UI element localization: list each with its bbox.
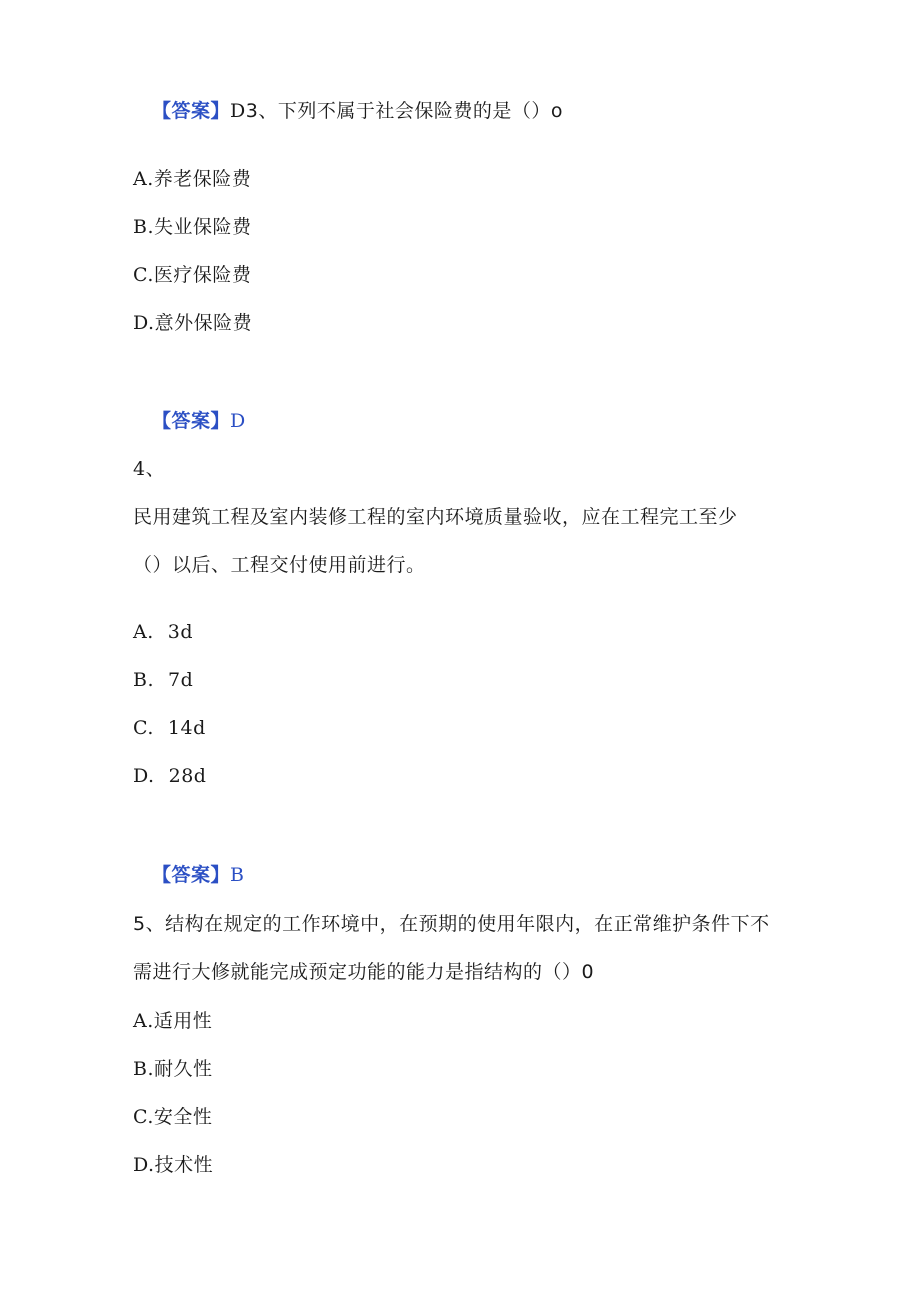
q4-option-b <box>133 667 193 693</box>
answer-value: B <box>230 864 245 886</box>
q4-option-a <box>133 619 193 645</box>
question-5-line-2: 需进行大修就能完成预定功能的能力是指结构的（）0 <box>133 961 595 983</box>
option-letter: C. <box>133 717 154 739</box>
option-text: 3d <box>167 621 194 643</box>
option-letter: C. <box>133 264 154 286</box>
option-text: 安全性 <box>153 1106 213 1128</box>
option-text: 14d <box>167 717 206 739</box>
question-3-text: 3、下列不属于社会保险费的是（）o <box>245 100 563 122</box>
answer-value: D <box>230 410 246 432</box>
question-5-line-1: 5、结构在规定的工作环境中，在预期的使用年限内，在正常维护条件下不 <box>133 913 770 935</box>
question-4-number: 4、 <box>133 458 166 480</box>
option-text: 7d <box>168 669 194 691</box>
option-letter: D. <box>133 765 155 787</box>
answer-line-q4 <box>152 862 244 888</box>
q3-option-c <box>133 262 251 288</box>
answer-line-q3 <box>152 408 246 434</box>
q5-option-d <box>133 1152 213 1178</box>
option-text: 意外保险费 <box>154 312 253 334</box>
option-letter: A. <box>133 168 154 190</box>
q3-option-b <box>133 214 252 240</box>
option-letter: C. <box>133 1106 154 1128</box>
q4-option-d <box>133 763 206 789</box>
answer-line-q2 <box>152 98 563 124</box>
option-letter: A. <box>133 1010 154 1032</box>
option-text: 医疗保险费 <box>153 264 252 286</box>
q5-option-a <box>133 1008 212 1034</box>
option-letter: B. <box>133 1058 155 1080</box>
q4-option-c <box>133 715 206 741</box>
question-4-line-1: 民用建筑工程及室内装修工程的室内环境质量验收，应在工程完工至少 <box>133 506 738 528</box>
q5-option-c <box>133 1104 212 1130</box>
answer-label: 【答案】 <box>152 100 231 122</box>
option-text: 适用性 <box>153 1010 213 1032</box>
option-letter: A. <box>133 621 154 643</box>
q3-option-a <box>133 166 251 192</box>
question-4-line-2: （）以后、工程交付使用前进行。 <box>133 554 426 576</box>
q5-option-b <box>133 1056 213 1082</box>
answer-label: 【答案】 <box>152 410 231 432</box>
option-text: 失业保险费 <box>154 216 252 238</box>
option-text: 28d <box>168 765 207 787</box>
answer-value: D <box>230 100 246 122</box>
option-letter: D. <box>133 312 155 334</box>
option-text: 养老保险费 <box>153 168 252 190</box>
option-letter: B. <box>133 669 155 691</box>
option-text: 耐久性 <box>154 1058 213 1080</box>
q3-option-d <box>133 310 252 336</box>
option-letter: B. <box>133 216 155 238</box>
option-letter: D. <box>133 1154 155 1176</box>
option-text: 技术性 <box>154 1154 214 1176</box>
answer-label: 【答案】 <box>152 864 231 886</box>
